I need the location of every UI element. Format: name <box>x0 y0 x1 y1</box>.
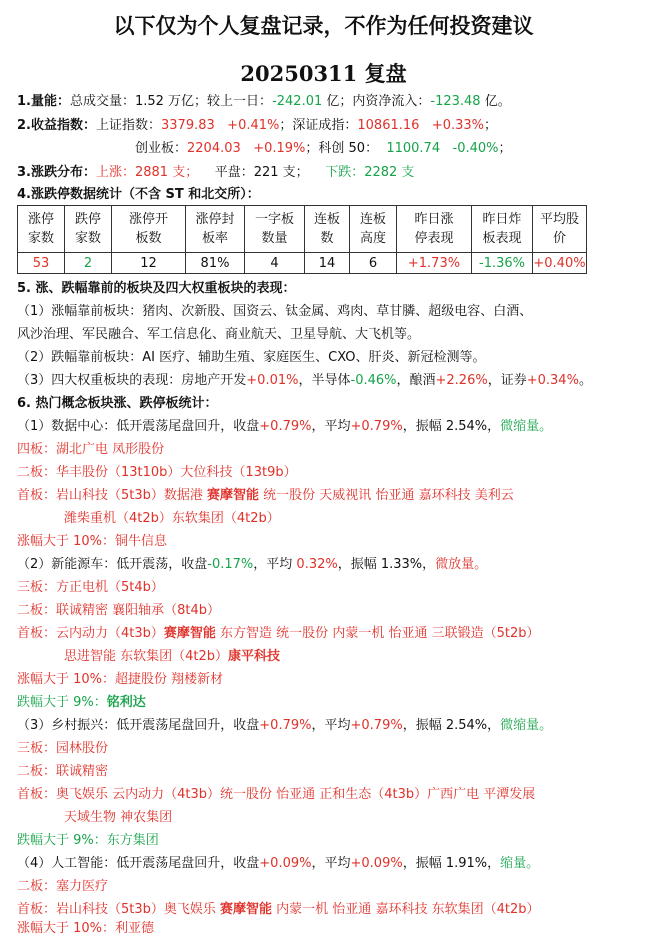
header-text: 价 <box>552 231 566 246</box>
value: -0.17% <box>207 557 254 572</box>
text: ；科创 50： <box>305 141 379 156</box>
limit-list: 潍柴重机（4t2b）东软集团（4t2b） <box>64 511 280 526</box>
text: 首板：云内动力（4t3b） <box>17 626 164 641</box>
text: ，半导体 <box>298 373 351 388</box>
highlight-stock: 赛摩智能 <box>220 902 273 917</box>
limit-list: 二板：联诚精密 <box>17 764 109 779</box>
down-count: 下跌：2282 支 <box>325 165 415 180</box>
limit-list: 三板：园林股份 <box>17 741 109 756</box>
header-text: 家数 <box>74 231 101 246</box>
value: +0.41% <box>227 118 280 133</box>
text: （3）乡村振兴：低开震荡尾盘回升，收盘 <box>17 718 260 733</box>
section-label: 5. 涨、跌幅靠前的板块及四大权重板块的表现： <box>17 281 296 296</box>
limit-list: 涨幅大于 10%：超捷股份 翔楼新材 <box>17 672 224 687</box>
header-cell <box>472 206 533 253</box>
header-text: 停表现 <box>414 231 454 246</box>
header-text: 板数 <box>135 231 162 246</box>
highlight-stock: 康平科技 <box>228 649 281 664</box>
limit-list <box>17 487 514 505</box>
leading-sectors-line: 风沙治理、军民融合、军工信息化、商业航天、卫星导航、大飞机等。 <box>17 327 421 342</box>
value: 3379.83 <box>161 118 215 133</box>
section-label: 2.收益指数： <box>17 118 96 133</box>
table-cell: 6 <box>350 253 397 274</box>
header-cell <box>350 206 397 253</box>
header-text: 跌停 <box>74 212 101 227</box>
header-text: 涨停开 <box>128 212 168 227</box>
text: ；深证成指： <box>279 118 358 133</box>
header-cell <box>245 206 305 253</box>
header-text: 涨停 <box>27 212 54 227</box>
up-count: 上涨：2881 支； <box>95 165 199 180</box>
value: 缩量。 <box>500 856 540 871</box>
text: （4）人工智能：低开震荡尾盘回升，收盘 <box>17 856 260 871</box>
text: ，振幅 2.54%， <box>402 419 501 434</box>
table-cell: 2 <box>65 253 112 274</box>
concept-summary <box>17 855 539 873</box>
concept-summary <box>17 556 487 574</box>
header-text: 高度 <box>359 231 386 246</box>
text: ，平均 <box>311 419 351 434</box>
value: 10861.16 <box>357 118 420 133</box>
text: ，平均 <box>253 557 297 572</box>
header-text: 连板 <box>313 212 340 227</box>
value: 2204.03 <box>187 141 241 156</box>
header-cell <box>397 206 472 253</box>
limit-list: 二板：塞力医疗 <box>17 879 109 894</box>
text: ； <box>484 118 498 133</box>
page-subtitle: 20250311 复盘 <box>240 61 407 86</box>
section-label: 6. 热门概念板块涨、跌停板统计： <box>17 396 218 411</box>
table-cell: +0.40% <box>533 253 587 274</box>
header-cell <box>533 206 587 253</box>
highlight-stock: 赛摩智能 <box>163 626 216 641</box>
limit-list: 三板：方正电机（5t4b） <box>17 580 164 595</box>
header-text: 平均股 <box>539 212 579 227</box>
weight-sectors-line <box>17 372 592 390</box>
value: +0.19% <box>253 141 306 156</box>
header-cell <box>18 206 65 253</box>
header-cell <box>305 206 350 253</box>
text: 首板：岩山科技（5t3b）数据港 <box>17 488 208 503</box>
text: 。 <box>578 373 592 388</box>
table-cell: +1.73% <box>397 253 472 274</box>
limit-list <box>17 901 539 919</box>
value: 0.32% <box>296 557 338 572</box>
value: +0.34% <box>526 373 579 388</box>
text: 东方智造 统一股份 内蒙一机 怡亚通 三联锻造（5t2b） <box>215 626 540 641</box>
value: +0.79% <box>259 718 312 733</box>
text: 总成交量：1.52 万亿；较上一日： <box>69 94 273 109</box>
text: 跌幅大于 9%： <box>17 695 107 710</box>
table-cell: 12 <box>112 253 186 274</box>
value: +0.79% <box>350 419 403 434</box>
header-cell <box>186 206 245 253</box>
table-cell: 53 <box>18 253 65 274</box>
text: ，平均 <box>311 856 351 871</box>
text: （3）四大权重板块的表现：房地产开发 <box>17 373 247 388</box>
header-text: 连板 <box>359 212 386 227</box>
header-text: 板率 <box>201 231 228 246</box>
text: ，振幅 1.33%， <box>337 557 436 572</box>
distribution-line <box>17 164 414 182</box>
concept-summary <box>17 717 552 735</box>
limit-list: 二板：华丰股份（13t10b）大位科技（13t9b） <box>17 465 297 480</box>
header-cell <box>112 206 186 253</box>
value: +0.79% <box>350 718 403 733</box>
text: ，平均 <box>311 718 351 733</box>
value: +0.09% <box>259 856 312 871</box>
table-row <box>18 253 587 274</box>
text: ，振幅 1.91%， <box>402 856 501 871</box>
flat-count: 平盘：221 支； <box>214 165 309 180</box>
limit-list <box>17 625 539 643</box>
volume-line <box>17 93 511 111</box>
limit-list: 涨幅大于 10%：铜牛信息 <box>17 534 168 549</box>
header-text: 家数 <box>27 231 54 246</box>
limit-list: 跌幅大于 9%：东方集团 <box>17 833 159 848</box>
limit-list: 二板：联诚精密 襄阳轴承（8t4b） <box>17 603 221 618</box>
limit-list <box>64 648 280 666</box>
section-label: 4.涨跌停数据统计（不含 ST 和北交所）： <box>17 187 260 202</box>
header-text: 数量 <box>261 231 288 246</box>
text: 思进智能 东软集团（4t2b） <box>64 649 229 664</box>
header-text: 涨停封 <box>195 212 235 227</box>
table-cell: 4 <box>245 253 305 274</box>
value: +0.33% <box>431 118 485 133</box>
concept-summary <box>17 418 552 436</box>
limit-stats-table <box>17 205 587 274</box>
index-line-1 <box>17 117 497 135</box>
table-cell: -1.36% <box>472 253 533 274</box>
header-text: 一字板 <box>254 212 294 227</box>
value: -0.46% <box>350 373 397 388</box>
value: -123.48 <box>430 94 481 109</box>
text: 亿。 <box>480 94 511 109</box>
text: ，酿酒 <box>396 373 436 388</box>
text: （2）新能源车：低开震荡，收盘 <box>17 557 208 572</box>
value: +0.09% <box>350 856 403 871</box>
header-text: 昨日炸 <box>482 212 522 227</box>
header-text: 昨日涨 <box>414 212 454 227</box>
limit-list: 首板：奥飞娱乐 云内动力（4t3b）统一股份 怡亚通 正和生态（4t3b）广西广电 平潭发展 <box>17 787 536 802</box>
text: 统一股份 天威视讯 怡亚通 嘉环科技 美利云 <box>259 488 514 503</box>
section-label: 1.量能： <box>17 94 70 109</box>
limit-list: 四板：湖北广电 凤形股份 <box>17 442 165 457</box>
text: 亿；内资净流入： <box>322 94 431 109</box>
value: 微缩量。 <box>500 419 553 434</box>
lagging-sectors-line: （2）跌幅靠前板块：AI 医疗、辅助生殖、家庭医生、CXO、肝炎、新冠检测等。 <box>17 350 486 365</box>
limit-list: 涨幅大于 10%：利亚德 <box>17 921 155 936</box>
text: ，振幅 2.54%， <box>402 718 501 733</box>
value: 1100.74 <box>386 141 441 156</box>
text: 创业板： <box>135 141 188 156</box>
value: +0.01% <box>246 373 299 388</box>
header-cell <box>65 206 112 253</box>
table-cell: 81% <box>186 253 245 274</box>
value: +2.26% <box>435 373 488 388</box>
text: （1）数据中心：低开震荡尾盘回升，收盘 <box>17 419 260 434</box>
leading-sectors-line: （1）涨幅靠前板块：猪肉、次新股、国资云、钛金属、鸡肉、草甘膦、超级电容、白酒、 <box>17 304 533 319</box>
header-text: 数 <box>320 231 334 246</box>
index-line-2 <box>135 140 512 158</box>
text: 首板：岩山科技（5t3b）奥飞娱乐 <box>17 902 221 917</box>
value: +0.79% <box>259 419 312 434</box>
text: 上证指数： <box>95 118 161 133</box>
highlight-stock: 赛摩智能 <box>207 488 260 503</box>
table-header-row <box>18 206 587 253</box>
highlight-stock: 铭利达 <box>106 695 146 710</box>
text: ，证券 <box>487 373 527 388</box>
section-label: 3.涨跌分布： <box>17 165 96 180</box>
text: 内蒙一机 怡亚通 嘉环科技 东软集团（4t2b） <box>272 902 540 917</box>
header-text: 板表现 <box>482 231 522 246</box>
limit-list: 天域生物 神农集团 <box>64 810 173 825</box>
page-title: 以下仅为个人复盘记录，不作为任何投资建议 <box>113 13 534 38</box>
table-cell: 14 <box>305 253 350 274</box>
text: ； <box>498 141 512 156</box>
value: -242.01 <box>272 94 323 109</box>
limit-list <box>17 694 146 712</box>
value: -0.40% <box>452 141 499 156</box>
value: 微放量。 <box>435 557 488 572</box>
value: 微缩量。 <box>500 718 553 733</box>
